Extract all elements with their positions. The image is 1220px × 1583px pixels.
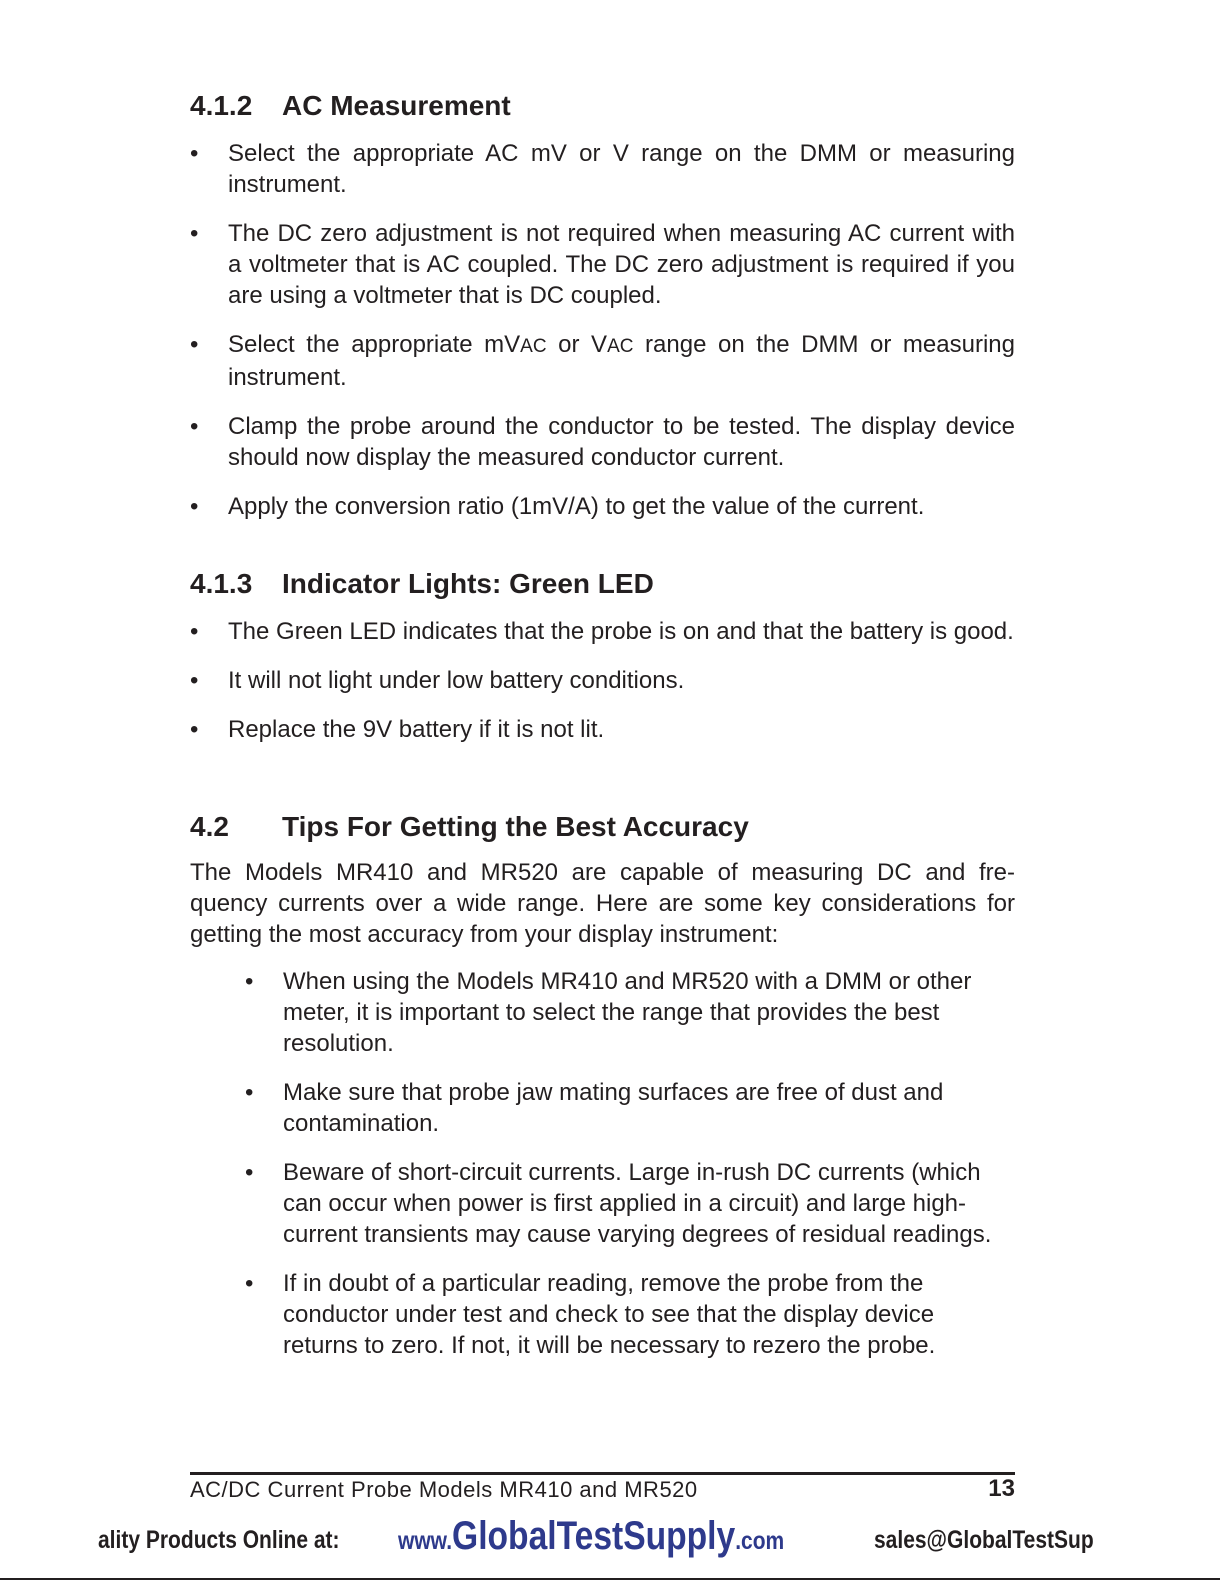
bullet-icon: • (190, 220, 199, 247)
footer-divider (190, 1472, 1015, 1475)
bullet-icon: • (245, 1079, 254, 1106)
list-item: • The DC zero adjustment is not required when measuring AC current with a voltmeter that is AC coupled. The DC zero adjustment is required if you are using a voltmeter that is DC coupled. (190, 220, 1015, 309)
promo-banner (0, 1512, 1220, 1572)
bullet-icon: • (245, 968, 254, 995)
list-item: • Clamp the probe around the conductor to be tested. The display device should now display the measured conductor current. (190, 413, 1015, 471)
bullet-icon: • (190, 618, 199, 645)
section-number: 4.1.2 (190, 90, 253, 121)
list-item: • Make sure that probe jaw mating surfaces are free of dust and contamination. (245, 1079, 944, 1137)
section-number: 4.2 (190, 811, 229, 842)
section-title: AC Measurement (282, 90, 511, 121)
bullet-list-accuracy-tips (245, 966, 1015, 1361)
page-number: 13 (988, 1475, 1015, 1502)
list-item: • If in doubt of a particular reading, remove the probe from the conductor under test and check to see that the display device returns to zero. If not, it will be necessary to rezero the probe. (245, 1270, 936, 1359)
bullet-icon: • (190, 413, 199, 440)
bullet-icon: • (190, 493, 199, 520)
list-item: • Apply the conversion ratio (1mV/A) to get the value of the current. (190, 493, 925, 520)
section-number: 4.1.3 (190, 568, 253, 599)
section-heading-4-2 (190, 807, 1015, 847)
bullet-icon: • (190, 140, 199, 167)
section-title: Indicator Lights: Green LED (282, 568, 654, 599)
banner-website-link[interactable]: www.GlobalTestSupply.com (398, 1514, 785, 1558)
bullet-list-green-led (190, 616, 1015, 745)
list-item: • Replace the 9V battery if it is not lit. (190, 716, 605, 743)
list-item: • When using the Models MR410 and MR520 with a DMM or other meter, it is important to select the range that provides the best resolution. (245, 968, 972, 1057)
section-intro: The Models MR410 and MR520 are capable of measuring DC and fre-quency currents over a wide range. Here are some key considerations for getting the most accuracy from your display instrument: (190, 859, 1015, 948)
section-heading-4-1-2 (190, 86, 1015, 126)
list-item: • It will not light under low battery conditions. (190, 667, 685, 694)
bullet-icon: • (190, 331, 199, 358)
list-item: • Select the appropriate AC mV or V range on the DMM or measuring instrument. (190, 140, 1015, 198)
list-item: • The Green LED indicates that the probe is on and that the battery is good. (190, 618, 1014, 645)
banner-email-link[interactable]: sales@GlobalTestSup (874, 1526, 1094, 1554)
bottom-border (0, 1578, 1220, 1580)
bullet-icon: • (245, 1270, 254, 1297)
page-content (190, 86, 1015, 1379)
bullet-icon: • (190, 667, 199, 694)
bullet-list-ac-measurement (190, 138, 1015, 522)
footer-title: AC/DC Current Probe Models MR410 and MR520 (190, 1477, 698, 1502)
banner-tagline: ality Products Online at: (98, 1526, 340, 1554)
bullet-icon: • (245, 1159, 254, 1186)
list-item: • Beware of short-circuit currents. Large in-rush DC currents (which can occur when power is first applied in a circuit) and large high-current transients may cause varying degrees of residual readings. (245, 1159, 992, 1248)
section-heading-4-1-3 (190, 564, 1015, 604)
section-title: Tips For Getting the Best Accuracy (282, 811, 749, 842)
bullet-icon: • (190, 716, 199, 743)
list-item: • Select the appropriate mVAC or VAC range on the DMM or measuring instrument. (190, 331, 1015, 391)
